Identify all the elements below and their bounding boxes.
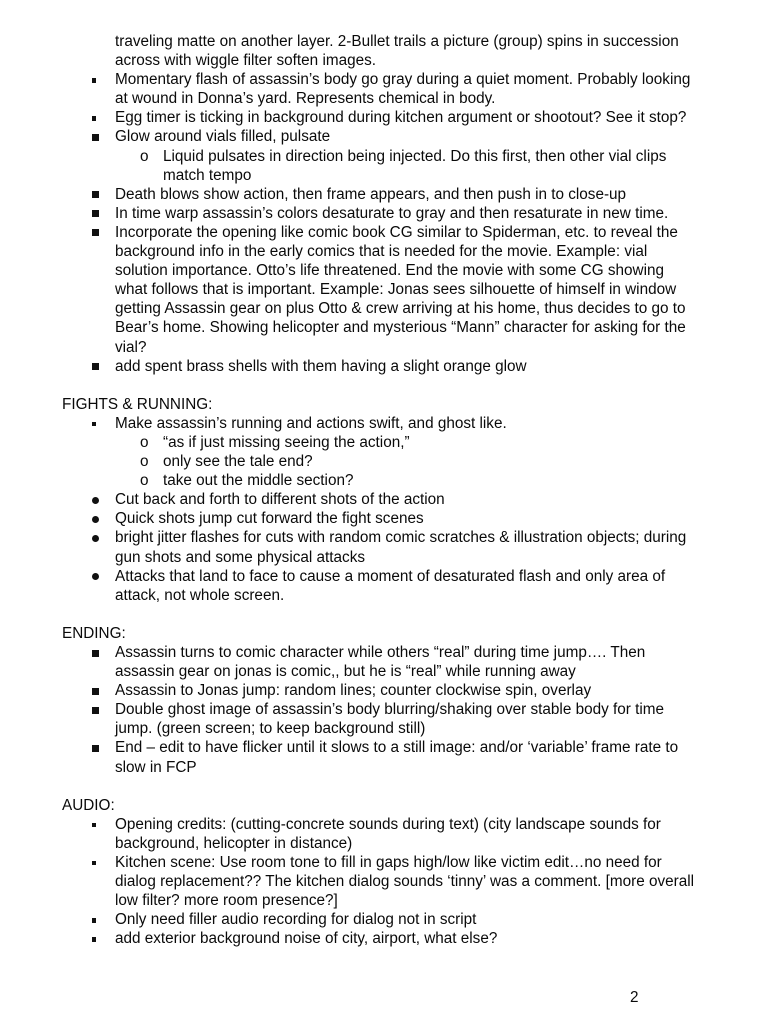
list-item [62, 357, 700, 376]
filled-square-bullet-icon [92, 643, 115, 662]
list-item-text: End – edit to have flicker until it slows to a still image: and/or ‘variable’ frame rate to slow in FCP [115, 739, 679, 776]
paragraph-spacer [62, 376, 700, 395]
continuation-paragraph: traveling matte on another layer. 2-Bullet trails a picture (group) spins in succession across with wiggle filter soften images. [115, 33, 679, 70]
list-item-text: bright jitter flashes for cuts with random comic scratches & illustration objects; during gun shots and some physical attacks [115, 529, 687, 566]
small-square-bullet-icon [92, 853, 115, 872]
list-item-text: Make assassin’s running and actions swift, and ghost like. [115, 414, 507, 432]
small-square-bullet-icon [92, 108, 115, 127]
list-item-text: Assassin to Jonas jump: random lines; counter clockwise spin, overlay [115, 682, 592, 700]
list-item [62, 509, 700, 528]
list-item [62, 490, 700, 509]
filled-square-bullet-icon [92, 223, 115, 242]
filled-square-bullet-icon [92, 681, 115, 700]
list-item [62, 567, 700, 605]
list-item [62, 185, 700, 204]
small-square-bullet-icon [92, 910, 115, 929]
sub-list-item [62, 147, 700, 185]
list-item [62, 70, 700, 108]
list-item-text: only see the tale end? [163, 453, 313, 471]
filled-square-bullet-icon [92, 185, 115, 204]
paragraph-spacer [62, 605, 700, 624]
small-square-bullet-icon [92, 70, 115, 89]
sub-list-item [62, 452, 700, 471]
section-heading: FIGHTS & RUNNING: [62, 395, 213, 413]
page-number: 2 [630, 989, 639, 1006]
list-item [62, 414, 700, 433]
letter-o-bullet-icon: o [140, 433, 149, 451]
list-item-text: add spent brass shells with them having a slight orange glow [115, 357, 527, 375]
round-bullet-icon [92, 528, 115, 547]
list-item [62, 853, 700, 910]
list-item-text: Kitchen scene: Use room tone to fill in gaps high/low like victim edit…no need for dialog replacement?? The kitchen dialog sounds ‘tinny’ was a comment. [more overall low filter? more room presence?] [115, 854, 695, 910]
list-item [62, 643, 700, 681]
filled-square-bullet-icon [92, 700, 115, 719]
list-item [62, 738, 700, 776]
small-square-bullet-icon [92, 414, 115, 433]
list-item-text: Glow around vials filled, pulsate [115, 128, 331, 146]
list-item-text: In time warp assassin’s colors desaturate to gray and then resaturate in new time. [115, 204, 669, 222]
filled-square-bullet-icon [92, 357, 115, 376]
list-item [62, 108, 700, 127]
section-heading: ENDING: [62, 624, 126, 642]
list-item [62, 223, 700, 357]
sub-list-item [62, 433, 700, 452]
filled-square-bullet-icon [92, 204, 115, 223]
document-body [62, 32, 700, 949]
section-heading: AUDIO: [62, 796, 115, 814]
list-item [62, 700, 700, 738]
letter-o-bullet-icon: o [140, 453, 149, 471]
round-bullet-icon [92, 567, 115, 586]
list-item [62, 910, 700, 929]
list-item [62, 127, 700, 146]
filled-square-bullet-icon [92, 738, 115, 757]
list-item-text: Opening credits: (cutting-concrete sounds during text) (city landscape sounds for background, helicopter in distance) [115, 815, 661, 852]
small-square-bullet-icon [92, 815, 115, 834]
list-item-text: Quick shots jump cut forward the fight scenes [115, 510, 424, 528]
letter-o-bullet-icon: o [140, 472, 149, 490]
filled-square-bullet-icon [92, 127, 115, 146]
list-item [62, 681, 700, 700]
list-item [62, 204, 700, 223]
list-item-text: Assassin turns to comic character while others “real” during time jump…. Then assassin gear on jonas is comic,, but he is “real” while running away [115, 644, 646, 681]
small-square-bullet-icon [92, 929, 115, 948]
round-bullet-icon [92, 490, 115, 509]
letter-o-bullet-icon: o [140, 147, 149, 165]
list-item-text: “as if just missing seeing the action,” [163, 433, 410, 451]
sub-list-item [62, 471, 700, 490]
list-item-text: take out the middle section? [163, 472, 354, 490]
list-item [62, 815, 700, 853]
list-item-text: Only need filler audio recording for dialog not in script [115, 911, 477, 929]
list-item-text: Attacks that land to face to cause a moment of desaturated flash and only area of attack, not whole screen. [115, 567, 666, 604]
list-item [62, 528, 700, 566]
paragraph-spacer [62, 777, 700, 796]
list-item-text: Death blows show action, then frame appears, and then push in to close-up [115, 185, 627, 203]
list-item-text: Double ghost image of assassin’s body blurring/shaking over stable body for time jump. (green screen; to keep background still) [115, 701, 665, 738]
list-item-text: add exterior background noise of city, airport, what else? [115, 930, 498, 948]
list-item [62, 929, 700, 948]
list-item-text: Incorporate the opening like comic book CG similar to Spiderman, etc. to reveal the background info in the early comics that is needed for the movie. Example: vial solution importance. Otto’s life threatened. End the movie with some CG showing what follows that is important. Example: Jonas sees silhouette of himself in window getting Assassin gear on plus Otto & crew arriving at his home, thus decides to go to Bear’s home. Showing helicopter and mysterious “Mann” character for asking for the vial? [115, 223, 686, 356]
list-item-text: Egg timer is ticking in background during kitchen argument or shootout? See it stop? [115, 109, 687, 127]
page-number-footer [0, 988, 759, 1007]
round-bullet-icon [92, 509, 115, 528]
list-item-text: Liquid pulsates in direction being injected. Do this first, then other vial clips match tempo [163, 147, 667, 184]
list-item-text: Momentary flash of assassin’s body go gray during a quiet moment. Probably looking at wound in Donna’s yard. Represents chemical in body. [115, 71, 691, 108]
list-item-text: Cut back and forth to different shots of the action [115, 491, 445, 509]
